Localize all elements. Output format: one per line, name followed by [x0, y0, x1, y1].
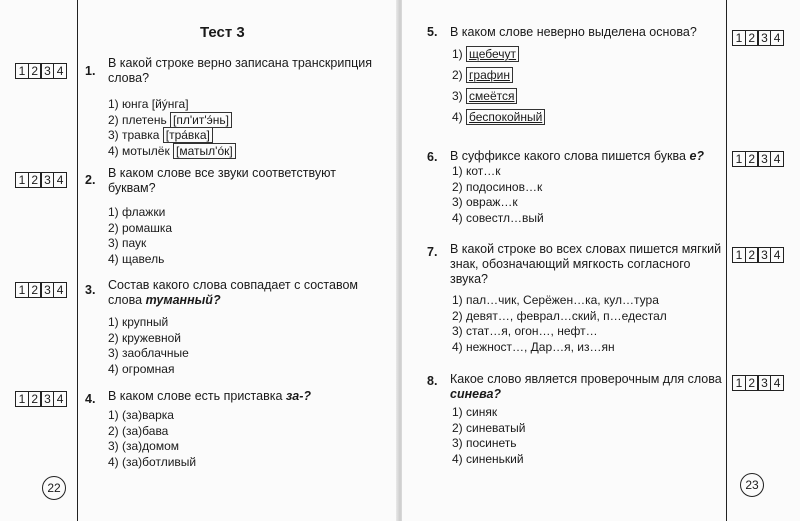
answer-box[interactable]: 2	[745, 151, 759, 167]
question-text-main: В каком слове есть приставка	[108, 389, 283, 403]
answer-box[interactable]: 2	[745, 375, 759, 391]
option-word: щебечут	[466, 46, 519, 62]
option[interactable]: 2) ромашка	[108, 220, 173, 235]
answer-box[interactable]: 2	[28, 172, 42, 188]
options-q4	[108, 408, 196, 470]
option[interactable]: 4) нежност…, Дар…я, из…ян	[452, 339, 615, 354]
answer-box[interactable]: 2	[28, 63, 42, 79]
option-word: смеётся	[466, 88, 517, 104]
page-number: 22	[42, 476, 66, 500]
option[interactable]: 2) девят…, феврал…ский, п…едестал	[452, 308, 667, 323]
answer-box[interactable]: 3	[40, 63, 54, 79]
question-number: 1.	[85, 64, 96, 78]
option[interactable]: 3) посинеть	[452, 436, 517, 450]
answer-box[interactable]: 1	[732, 247, 746, 263]
option[interactable]: 1) флажки	[108, 205, 166, 219]
option[interactable]: 1) кот…к	[452, 164, 501, 178]
answer-box[interactable]: 3	[40, 391, 54, 407]
option[interactable]: 2) кружевной	[108, 330, 182, 345]
option-word: беспокойный	[466, 109, 545, 125]
answer-box[interactable]: 1	[732, 151, 746, 167]
question-number: 5.	[427, 25, 438, 39]
option[interactable]: 3) травка [тра́вка]	[108, 128, 236, 144]
answer-box[interactable]: 2	[28, 391, 42, 407]
answer-box[interactable]: 3	[757, 151, 771, 167]
option[interactable]: 1) юнга [йýнга]	[108, 97, 189, 111]
question-emphasis: за-?	[285, 389, 312, 403]
answer-box[interactable]: 1	[15, 172, 29, 188]
answer-box[interactable]: 1	[15, 282, 29, 298]
answer-box[interactable]: 1	[732, 375, 746, 391]
option[interactable]: 2) синеватый	[452, 420, 526, 435]
options-q3	[108, 315, 189, 377]
options-q8	[452, 405, 525, 467]
option[interactable]: 3) паук	[108, 236, 147, 250]
option-word: графин	[466, 67, 513, 83]
question-emphasis: синева?	[450, 387, 502, 401]
option[interactable]	[452, 86, 545, 107]
answer-boxes-q8[interactable]	[732, 375, 784, 391]
option[interactable]: 4) огромная	[108, 361, 175, 376]
options-q7	[452, 293, 667, 355]
option[interactable]: 3) овраж…к	[452, 195, 518, 209]
left-page	[0, 0, 398, 521]
question-text	[108, 278, 380, 308]
option[interactable]: 4) мотылёк [матыл'óк]	[108, 144, 236, 160]
answer-box[interactable]: 4	[53, 63, 67, 79]
answer-box[interactable]: 4	[53, 282, 67, 298]
question-text-main: В суффиксе какого слова пишется буква	[450, 149, 686, 163]
option[interactable]: 1) (за)варка	[108, 408, 174, 422]
question-text	[450, 372, 725, 402]
question-text	[450, 149, 725, 164]
answer-box[interactable]: 3	[40, 282, 54, 298]
option[interactable]: 3) заоблачные	[108, 346, 189, 360]
answer-box[interactable]: 3	[757, 375, 771, 391]
option-number: 4)	[452, 110, 467, 124]
option-number: 3)	[452, 89, 467, 103]
question-emphasis: е?	[689, 149, 705, 163]
answer-boxes-q3[interactable]	[15, 282, 67, 298]
question-text-main: Состав какого слова совпадает с составом слова	[108, 278, 358, 307]
answer-boxes-q4[interactable]	[15, 391, 67, 407]
option[interactable]: 3) (за)домом	[108, 439, 180, 453]
question-number: 8.	[427, 374, 438, 388]
option-number: 1)	[452, 47, 467, 61]
answer-box[interactable]: 4	[770, 151, 784, 167]
question-number: 6.	[427, 150, 438, 164]
answer-box[interactable]: 4	[770, 247, 784, 263]
page-number: 23	[740, 473, 764, 497]
question-number: 7.	[427, 245, 438, 259]
question-text: В какой строке во всех словах пишется мягкий знак, обозначающий мягкость согласного звука?	[450, 242, 722, 286]
option[interactable]: 4) (за)ботливый	[108, 454, 197, 469]
question-number: 2.	[85, 173, 96, 187]
option[interactable]: 2) подосинов…к	[452, 179, 543, 194]
option[interactable]	[452, 65, 545, 86]
margin-line	[77, 0, 78, 521]
answer-box[interactable]: 1	[15, 391, 29, 407]
answer-box[interactable]: 4	[770, 30, 784, 46]
test-title: Тест 3	[200, 24, 245, 41]
option[interactable]: 1) пал…чик, Серёжен…ка, кул…тура	[452, 293, 659, 307]
question-text-main: Какое слово является проверочным для слова	[450, 372, 722, 386]
answer-boxes-q2[interactable]	[15, 172, 67, 188]
question-number: 3.	[85, 283, 96, 297]
option[interactable]: 2) (за)бава	[108, 423, 169, 438]
answer-box[interactable]: 4	[53, 172, 67, 188]
option[interactable]: 3) стат…я, огон…, нефт…	[452, 324, 598, 338]
right-page	[402, 0, 800, 521]
question-emphasis: туманный?	[145, 293, 221, 307]
options-q2	[108, 205, 172, 267]
options-q5	[452, 44, 545, 128]
option[interactable]: 4) совестл…вый	[452, 210, 544, 225]
answer-box[interactable]: 1	[15, 63, 29, 79]
question-number: 4.	[85, 392, 96, 406]
answer-boxes-q1[interactable]	[15, 63, 67, 79]
question-text: В какой строке верно записана транскрипция слова?	[108, 56, 372, 85]
answer-boxes-q5[interactable]	[732, 30, 784, 46]
option[interactable]	[452, 107, 545, 128]
option[interactable]: 2) плетень [пл'ит'э́нь]	[108, 113, 236, 129]
option[interactable]: 4) щавель	[108, 251, 165, 266]
answer-boxes-q6[interactable]	[732, 151, 784, 167]
answer-box[interactable]: 4	[770, 375, 784, 391]
options-q1	[108, 97, 236, 159]
answer-box[interactable]: 3	[757, 247, 771, 263]
answer-box[interactable]: 3	[757, 30, 771, 46]
options-q6	[452, 164, 544, 226]
answer-box[interactable]: 2	[28, 282, 42, 298]
question-text	[108, 389, 380, 404]
answer-box[interactable]: 2	[745, 30, 759, 46]
margin-line	[726, 0, 727, 521]
answer-boxes-q7[interactable]	[732, 247, 784, 263]
answer-box[interactable]: 2	[745, 247, 759, 263]
question-text: В каком слове все звуки соответствуют буквам?	[108, 166, 336, 195]
option[interactable]: 4) синенький	[452, 451, 524, 466]
option[interactable]: 1) синяк	[452, 405, 498, 419]
option[interactable]: 1) крупный	[108, 315, 169, 329]
question-text: В каком слове неверно выделена основа?	[450, 25, 697, 39]
answer-box[interactable]: 3	[40, 172, 54, 188]
option-number: 2)	[452, 68, 467, 82]
answer-box[interactable]: 1	[732, 30, 746, 46]
answer-box[interactable]: 4	[53, 391, 67, 407]
option[interactable]	[452, 44, 545, 65]
